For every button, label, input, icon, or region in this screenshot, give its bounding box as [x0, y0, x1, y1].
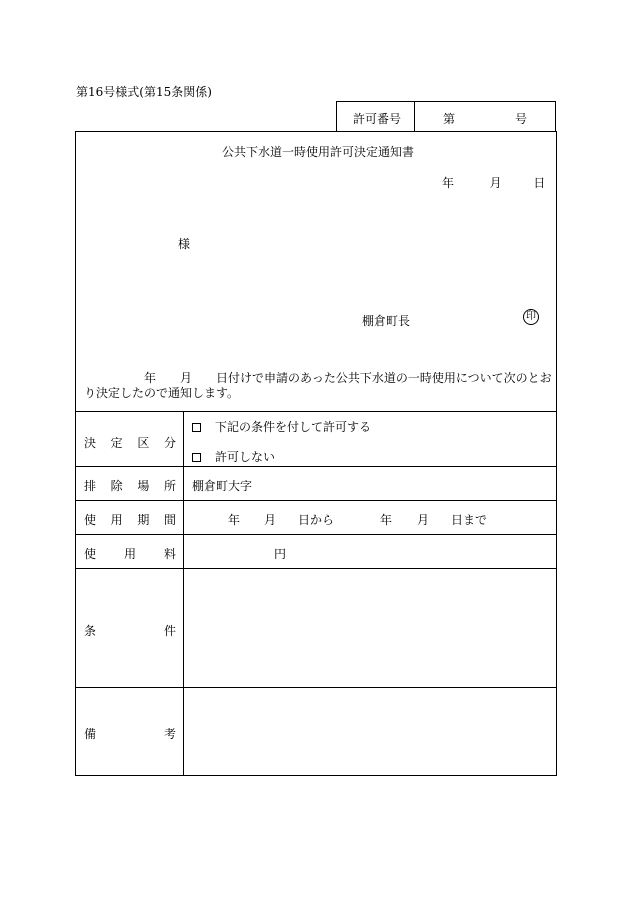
- date-year: 年: [442, 176, 455, 190]
- recipient-suffix: 様: [178, 237, 191, 251]
- divider-decision: [76, 466, 556, 467]
- location-label: 排 除 場 所: [84, 479, 176, 493]
- decision-option-approve[interactable]: 下記の条件を付して許可する: [192, 418, 371, 435]
- remarks-label: 備 考: [84, 727, 176, 741]
- document-title: 公共下水道一時使用許可決定通知書: [222, 145, 415, 159]
- fee-label: 使 用 料: [84, 547, 176, 561]
- date-day: 日: [533, 176, 546, 190]
- location-value[interactable]: 棚倉町大字: [192, 479, 253, 493]
- period-end-day: 日まで: [451, 513, 488, 527]
- fee-unit: 円: [274, 547, 287, 561]
- divider-location: [76, 500, 556, 501]
- divider-notice-table: [76, 411, 556, 412]
- period-start-month: 月: [264, 513, 277, 527]
- seal-mark: 印: [523, 309, 539, 325]
- date-month: 月: [489, 176, 502, 190]
- divider-fee: [76, 568, 556, 569]
- notice-body-line-1: 年 月 日付けで申請のあった公共下水道の一時使用について次のとお: [144, 371, 552, 385]
- decision-option-deny[interactable]: 許可しない: [192, 448, 275, 465]
- period-start-year: 年: [228, 513, 241, 527]
- permit-number-box: [336, 101, 556, 131]
- label-column-divider: [183, 411, 184, 775]
- permit-box-divider: [414, 102, 415, 132]
- permit-number-label: 許可番号: [353, 112, 402, 126]
- notice-form: [75, 131, 557, 776]
- divider-conditions: [76, 687, 556, 688]
- notice-body-line-2: り決定したので通知します。: [84, 386, 240, 400]
- deny-checkbox[interactable]: [192, 453, 201, 462]
- approve-checkbox[interactable]: [192, 423, 201, 432]
- divider-period: [76, 534, 556, 535]
- form-heading: 第16号様式(第15条関係): [76, 85, 212, 99]
- notice-date: [442, 174, 545, 191]
- period-start-day: 日から: [298, 513, 335, 527]
- permit-number-go: 号: [515, 112, 528, 126]
- conditions-label: 条 件: [84, 624, 176, 638]
- decision-label: 決 定 区 分: [84, 436, 176, 450]
- period-label: 使 用 期 間: [84, 513, 176, 527]
- period-end-year: 年: [380, 513, 393, 527]
- notice-body: [84, 371, 552, 401]
- period-end-month: 月: [417, 513, 430, 527]
- permit-number-dai: 第: [443, 112, 456, 126]
- issuer-title: 棚倉町長: [362, 314, 411, 328]
